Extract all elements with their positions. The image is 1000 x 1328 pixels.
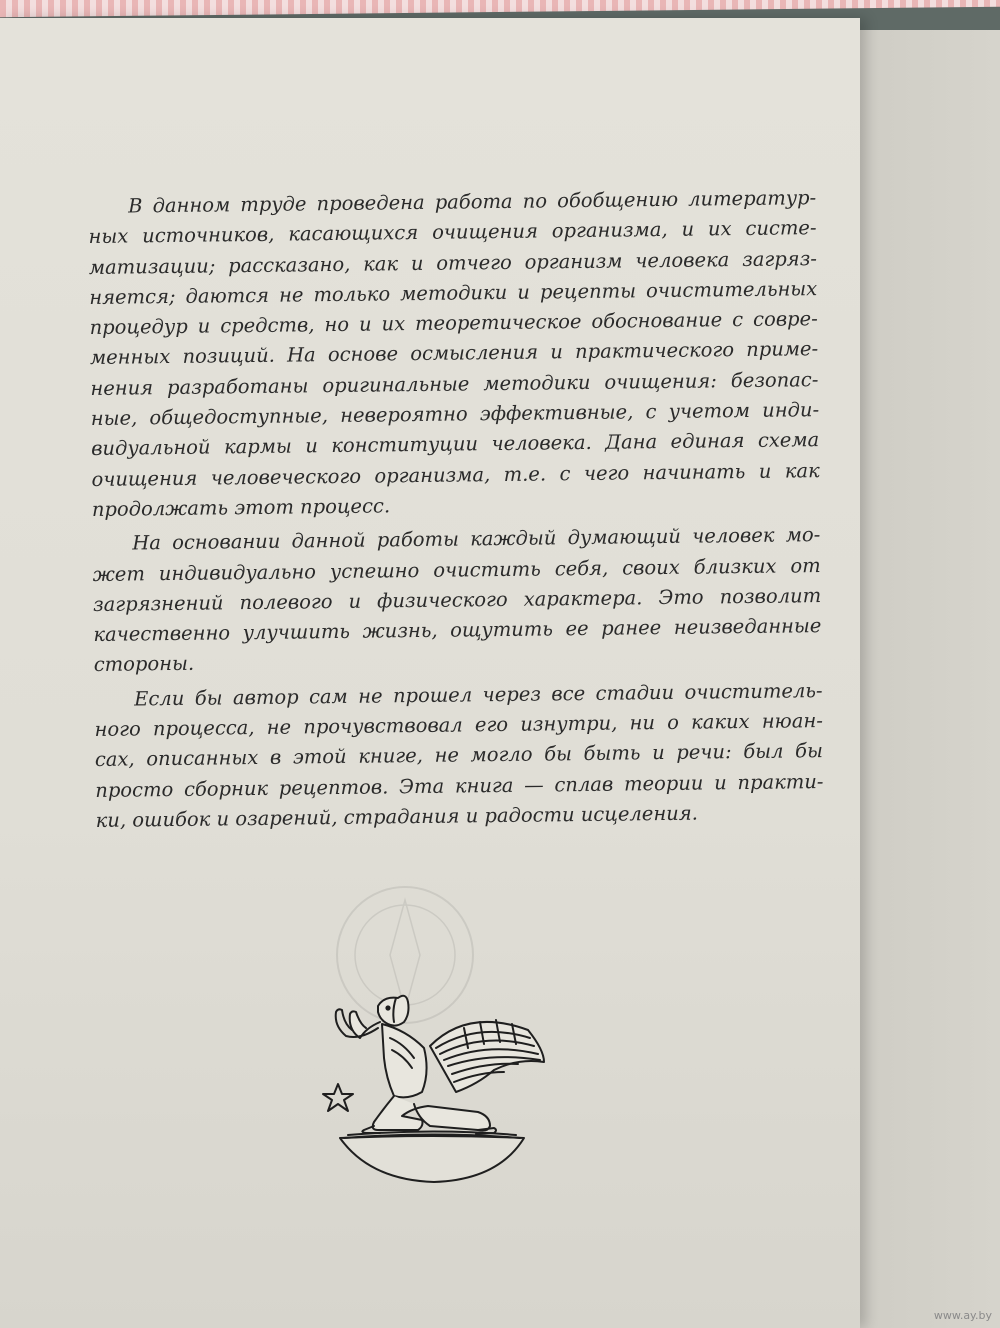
facing-page-edge xyxy=(860,30,1000,1328)
text-line: матизации; рассказано, как и отчего организм человека загряз- xyxy=(88,246,818,279)
text-line: процедур и средств, но и их теоретическое обоснование с совре- xyxy=(89,307,818,340)
text-line: видуальной кармы и конституции человека. Дана единая схема xyxy=(90,428,820,461)
text-line: качественно улучшить жизнь, ощутить ее ранее неизведанные xyxy=(93,614,822,647)
text-line: ного процесса, не прочувствовал его изнутри, ни о каких нюан- xyxy=(94,709,823,742)
text-line: няется; даются не только методики и рецепты очистительных xyxy=(89,276,818,309)
text-line: сах, описанных в этой книге, не могло бы быть и речи: был бы xyxy=(94,739,824,772)
text-line: На основании данной работы каждый думающий человек мо- xyxy=(132,523,821,555)
text-line: просто сборник рецептов. Эта книга — сплав теории и практи- xyxy=(95,769,824,802)
text-line: загрязнений полевого и физического характера. Это позволит xyxy=(92,583,822,616)
text-line: ки, ошибок и озарений, страдания и радости исцеления. xyxy=(95,801,699,832)
watermark-text: www.ay.by xyxy=(933,1309,992,1322)
text-line: менных позиций. На основе осмысления и практического приме- xyxy=(89,337,819,370)
paragraph-2 xyxy=(92,520,822,680)
paragraph-3 xyxy=(94,676,824,836)
text-line: жет индивидуально успешно очистить себя, своих близких от xyxy=(92,553,821,586)
text-line: В данном труде проведена работа по обобщению литератур- xyxy=(128,186,817,218)
winged-figure-icon xyxy=(318,988,550,1188)
text-line: продолжать этот процесс. xyxy=(91,494,391,521)
body-text xyxy=(88,183,824,840)
text-line: очищения человеческого организма, т.е. с чего начинать и как xyxy=(91,458,820,491)
text-line: Если бы автор сам не прошел через все стадии очиститель- xyxy=(134,678,823,711)
text-line: нения разработаны оригинальные методики очищения: безопас- xyxy=(90,367,819,400)
paragraph-1 xyxy=(88,183,820,525)
text-line: стороны. xyxy=(93,652,195,677)
text-line: ные, общедоступные, невероятно эффективные, с учетом инди- xyxy=(90,398,820,431)
text-line: ных источников, касающихся очищения организма, и их систе- xyxy=(88,216,817,249)
